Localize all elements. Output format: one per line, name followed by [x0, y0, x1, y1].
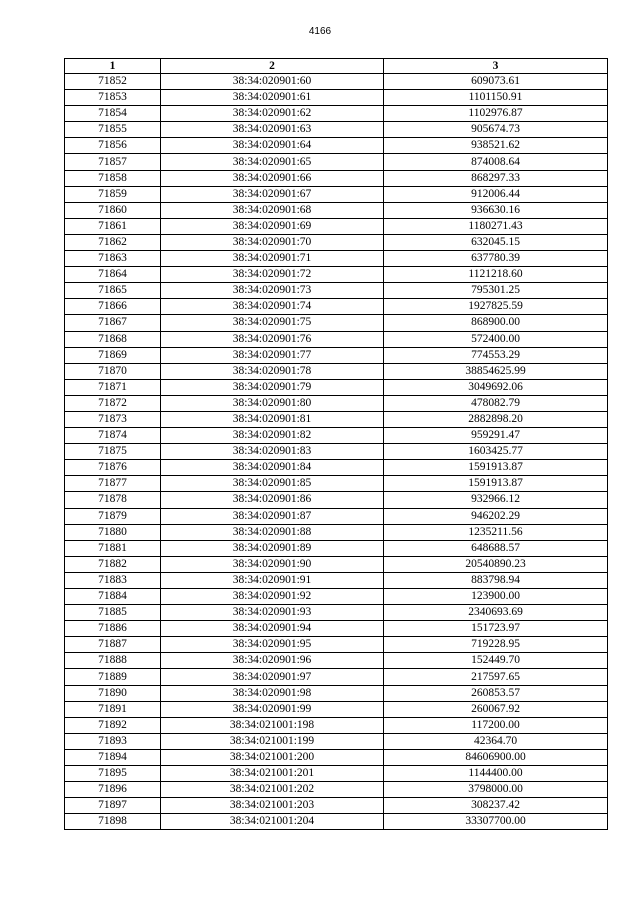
value-cell: 33307700.00: [384, 814, 608, 830]
row-number-cell: 71853: [65, 90, 161, 106]
cadastral-number-cell: 38:34:020901:88: [161, 524, 384, 540]
cadastral-number-cell: 38:34:020901:95: [161, 637, 384, 653]
row-number-cell: 71862: [65, 234, 161, 250]
value-cell: 868297.33: [384, 170, 608, 186]
cadastral-number-cell: 38:34:020901:90: [161, 556, 384, 572]
cadastral-number-cell: 38:34:020901:62: [161, 106, 384, 122]
column-header-3: 3: [384, 59, 608, 74]
table-row: [65, 540, 608, 556]
cadastral-number-cell: 38:34:020901:74: [161, 299, 384, 315]
row-number-cell: 71885: [65, 605, 161, 621]
table-body: [65, 74, 608, 830]
value-cell: 152449.70: [384, 653, 608, 669]
value-cell: 38854625.99: [384, 363, 608, 379]
cadastral-number-cell: 38:34:020901:69: [161, 218, 384, 234]
cadastral-number-cell: 38:34:021001:203: [161, 798, 384, 814]
cadastral-number-cell: 38:34:020901:79: [161, 379, 384, 395]
value-cell: 874008.64: [384, 154, 608, 170]
value-cell: 1591913.87: [384, 476, 608, 492]
value-cell: 1235211.56: [384, 524, 608, 540]
cadastral-number-cell: 38:34:020901:83: [161, 444, 384, 460]
row-number-cell: 71875: [65, 444, 161, 460]
cadastral-number-cell: 38:34:020901:61: [161, 90, 384, 106]
table-row: [65, 733, 608, 749]
cadastral-number-cell: 38:34:020901:82: [161, 428, 384, 444]
value-cell: 932966.12: [384, 492, 608, 508]
value-cell: 151723.97: [384, 621, 608, 637]
row-number-cell: 71874: [65, 428, 161, 444]
row-number-cell: 71894: [65, 749, 161, 765]
value-cell: 84606900.00: [384, 749, 608, 765]
cadastral-number-cell: 38:34:020901:77: [161, 347, 384, 363]
table-row: [65, 605, 608, 621]
row-number-cell: 71854: [65, 106, 161, 122]
row-number-cell: 71886: [65, 621, 161, 637]
value-cell: 1180271.43: [384, 218, 608, 234]
cadastral-number-cell: 38:34:020901:98: [161, 685, 384, 701]
value-cell: 1927825.59: [384, 299, 608, 315]
row-number-cell: 71883: [65, 572, 161, 588]
cadastral-number-cell: 38:34:020901:81: [161, 411, 384, 427]
value-cell: 959291.47: [384, 428, 608, 444]
row-number-cell: 71857: [65, 154, 161, 170]
table-row: [65, 74, 608, 90]
table-row: [65, 556, 608, 572]
table-row: [65, 444, 608, 460]
row-number-cell: 71871: [65, 379, 161, 395]
row-number-cell: 71879: [65, 508, 161, 524]
row-number-cell: 71891: [65, 701, 161, 717]
table-row: [65, 411, 608, 427]
value-cell: 946202.29: [384, 508, 608, 524]
value-cell: 632045.15: [384, 234, 608, 250]
row-number-cell: 71882: [65, 556, 161, 572]
cadastral-number-cell: 38:34:020901:68: [161, 202, 384, 218]
cadastral-number-cell: 38:34:020901:89: [161, 540, 384, 556]
row-number-cell: 71872: [65, 395, 161, 411]
cadastral-number-cell: 38:34:020901:80: [161, 395, 384, 411]
value-cell: 123900.00: [384, 589, 608, 605]
cadastral-number-cell: 38:34:020901:67: [161, 186, 384, 202]
table-row: [65, 798, 608, 814]
value-cell: 719228.95: [384, 637, 608, 653]
cadastral-number-cell: 38:34:020901:91: [161, 572, 384, 588]
value-cell: 117200.00: [384, 717, 608, 733]
table-row: [65, 589, 608, 605]
value-cell: 1144400.00: [384, 766, 608, 782]
row-number-cell: 71887: [65, 637, 161, 653]
cadastral-number-cell: 38:34:020901:72: [161, 267, 384, 283]
cadastral-number-cell: 38:34:021001:200: [161, 749, 384, 765]
cadastral-number-cell: 38:34:021001:202: [161, 782, 384, 798]
cadastral-number-cell: 38:34:020901:76: [161, 331, 384, 347]
table-row: [65, 363, 608, 379]
column-header-2: 2: [161, 59, 384, 74]
cadastral-number-cell: 38:34:021001:204: [161, 814, 384, 830]
table-row: [65, 379, 608, 395]
cadastral-number-cell: 38:34:020901:86: [161, 492, 384, 508]
cadastral-number-cell: 38:34:021001:198: [161, 717, 384, 733]
table-row: [65, 492, 608, 508]
table-row: [65, 701, 608, 717]
value-cell: 1101150.91: [384, 90, 608, 106]
table-row: [65, 218, 608, 234]
value-cell: 2340693.69: [384, 605, 608, 621]
value-cell: 936630.16: [384, 202, 608, 218]
cadastral-number-cell: 38:34:020901:96: [161, 653, 384, 669]
table-row: [65, 572, 608, 588]
table-row: [65, 138, 608, 154]
value-cell: 572400.00: [384, 331, 608, 347]
row-number-cell: 71878: [65, 492, 161, 508]
row-number-cell: 71893: [65, 733, 161, 749]
row-number-cell: 71897: [65, 798, 161, 814]
value-cell: 609073.61: [384, 74, 608, 90]
value-cell: 795301.25: [384, 283, 608, 299]
header-row: [65, 59, 608, 74]
cadastral-number-cell: 38:34:020901:66: [161, 170, 384, 186]
cadastral-number-cell: 38:34:020901:99: [161, 701, 384, 717]
value-cell: 217597.65: [384, 669, 608, 685]
table-row: [65, 653, 608, 669]
table-row: [65, 90, 608, 106]
table-row: [65, 621, 608, 637]
table-row: [65, 460, 608, 476]
table-row: [65, 508, 608, 524]
row-number-cell: 71858: [65, 170, 161, 186]
cadastral-number-cell: 38:34:020901:71: [161, 251, 384, 267]
value-cell: 1102976.87: [384, 106, 608, 122]
table-row: [65, 331, 608, 347]
table-row: [65, 428, 608, 444]
registry-table: [64, 58, 608, 830]
table-row: [65, 347, 608, 363]
table-row: [65, 170, 608, 186]
cadastral-number-cell: 38:34:020901:63: [161, 122, 384, 138]
value-cell: 883798.94: [384, 572, 608, 588]
cadastral-number-cell: 38:34:020901:75: [161, 315, 384, 331]
page-number: 4166: [308, 26, 332, 37]
row-number-cell: 71852: [65, 74, 161, 90]
value-cell: 20540890.23: [384, 556, 608, 572]
value-cell: 260853.57: [384, 685, 608, 701]
cadastral-number-cell: 38:34:021001:199: [161, 733, 384, 749]
cadastral-number-cell: 38:34:020901:64: [161, 138, 384, 154]
cadastral-number-cell: 38:34:020901:84: [161, 460, 384, 476]
value-cell: 774553.29: [384, 347, 608, 363]
table-row: [65, 476, 608, 492]
row-number-cell: 71896: [65, 782, 161, 798]
row-number-cell: 71880: [65, 524, 161, 540]
row-number-cell: 71866: [65, 299, 161, 315]
row-number-cell: 71864: [65, 267, 161, 283]
value-cell: 868900.00: [384, 315, 608, 331]
row-number-cell: 71876: [65, 460, 161, 476]
table-row: [65, 251, 608, 267]
table-row: [65, 202, 608, 218]
value-cell: 3798000.00: [384, 782, 608, 798]
value-cell: 648688.57: [384, 540, 608, 556]
value-cell: 938521.62: [384, 138, 608, 154]
table-row: [65, 669, 608, 685]
row-number-cell: 71868: [65, 331, 161, 347]
row-number-cell: 71884: [65, 589, 161, 605]
cadastral-number-cell: 38:34:020901:70: [161, 234, 384, 250]
value-cell: 260067.92: [384, 701, 608, 717]
cadastral-number-cell: 38:34:021001:201: [161, 766, 384, 782]
row-number-cell: 71898: [65, 814, 161, 830]
row-number-cell: 71877: [65, 476, 161, 492]
row-number-cell: 71881: [65, 540, 161, 556]
table-row: [65, 749, 608, 765]
row-number-cell: 71892: [65, 717, 161, 733]
cadastral-number-cell: 38:34:020901:65: [161, 154, 384, 170]
value-cell: 42364.70: [384, 733, 608, 749]
table-row: [65, 299, 608, 315]
row-number-cell: 71873: [65, 411, 161, 427]
table-row: [65, 637, 608, 653]
cadastral-number-cell: 38:34:020901:60: [161, 74, 384, 90]
cadastral-number-cell: 38:34:020901:94: [161, 621, 384, 637]
value-cell: 1591913.87: [384, 460, 608, 476]
row-number-cell: 71861: [65, 218, 161, 234]
value-cell: 905674.73: [384, 122, 608, 138]
value-cell: 478082.79: [384, 395, 608, 411]
row-number-cell: 71859: [65, 186, 161, 202]
table-row: [65, 234, 608, 250]
value-cell: 1121218.60: [384, 267, 608, 283]
column-header-1: 1: [65, 59, 161, 74]
table-row: [65, 154, 608, 170]
table-row: [65, 395, 608, 411]
row-number-cell: 71888: [65, 653, 161, 669]
value-cell: 1603425.77: [384, 444, 608, 460]
cadastral-number-cell: 38:34:020901:85: [161, 476, 384, 492]
cadastral-number-cell: 38:34:020901:78: [161, 363, 384, 379]
row-number-cell: 71863: [65, 251, 161, 267]
row-number-cell: 71867: [65, 315, 161, 331]
table-row: [65, 106, 608, 122]
row-number-cell: 71860: [65, 202, 161, 218]
cadastral-number-cell: 38:34:020901:97: [161, 669, 384, 685]
row-number-cell: 71869: [65, 347, 161, 363]
row-number-cell: 71889: [65, 669, 161, 685]
value-cell: 912006.44: [384, 186, 608, 202]
row-number-cell: 71856: [65, 138, 161, 154]
table-row: [65, 814, 608, 830]
table-row: [65, 186, 608, 202]
table-row: [65, 122, 608, 138]
value-cell: 3049692.06: [384, 379, 608, 395]
table-row: [65, 685, 608, 701]
row-number-cell: 71855: [65, 122, 161, 138]
value-cell: 2882898.20: [384, 411, 608, 427]
row-number-cell: 71870: [65, 363, 161, 379]
cadastral-number-cell: 38:34:020901:92: [161, 589, 384, 605]
table-row: [65, 717, 608, 733]
table-row: [65, 267, 608, 283]
table-row: [65, 524, 608, 540]
row-number-cell: 71865: [65, 283, 161, 299]
table-row: [65, 766, 608, 782]
row-number-cell: 71890: [65, 685, 161, 701]
table-row: [65, 315, 608, 331]
value-cell: 308237.42: [384, 798, 608, 814]
table-row: [65, 782, 608, 798]
row-number-cell: 71895: [65, 766, 161, 782]
cadastral-number-cell: 38:34:020901:93: [161, 605, 384, 621]
table-row: [65, 283, 608, 299]
value-cell: 637780.39: [384, 251, 608, 267]
cadastral-number-cell: 38:34:020901:73: [161, 283, 384, 299]
cadastral-number-cell: 38:34:020901:87: [161, 508, 384, 524]
